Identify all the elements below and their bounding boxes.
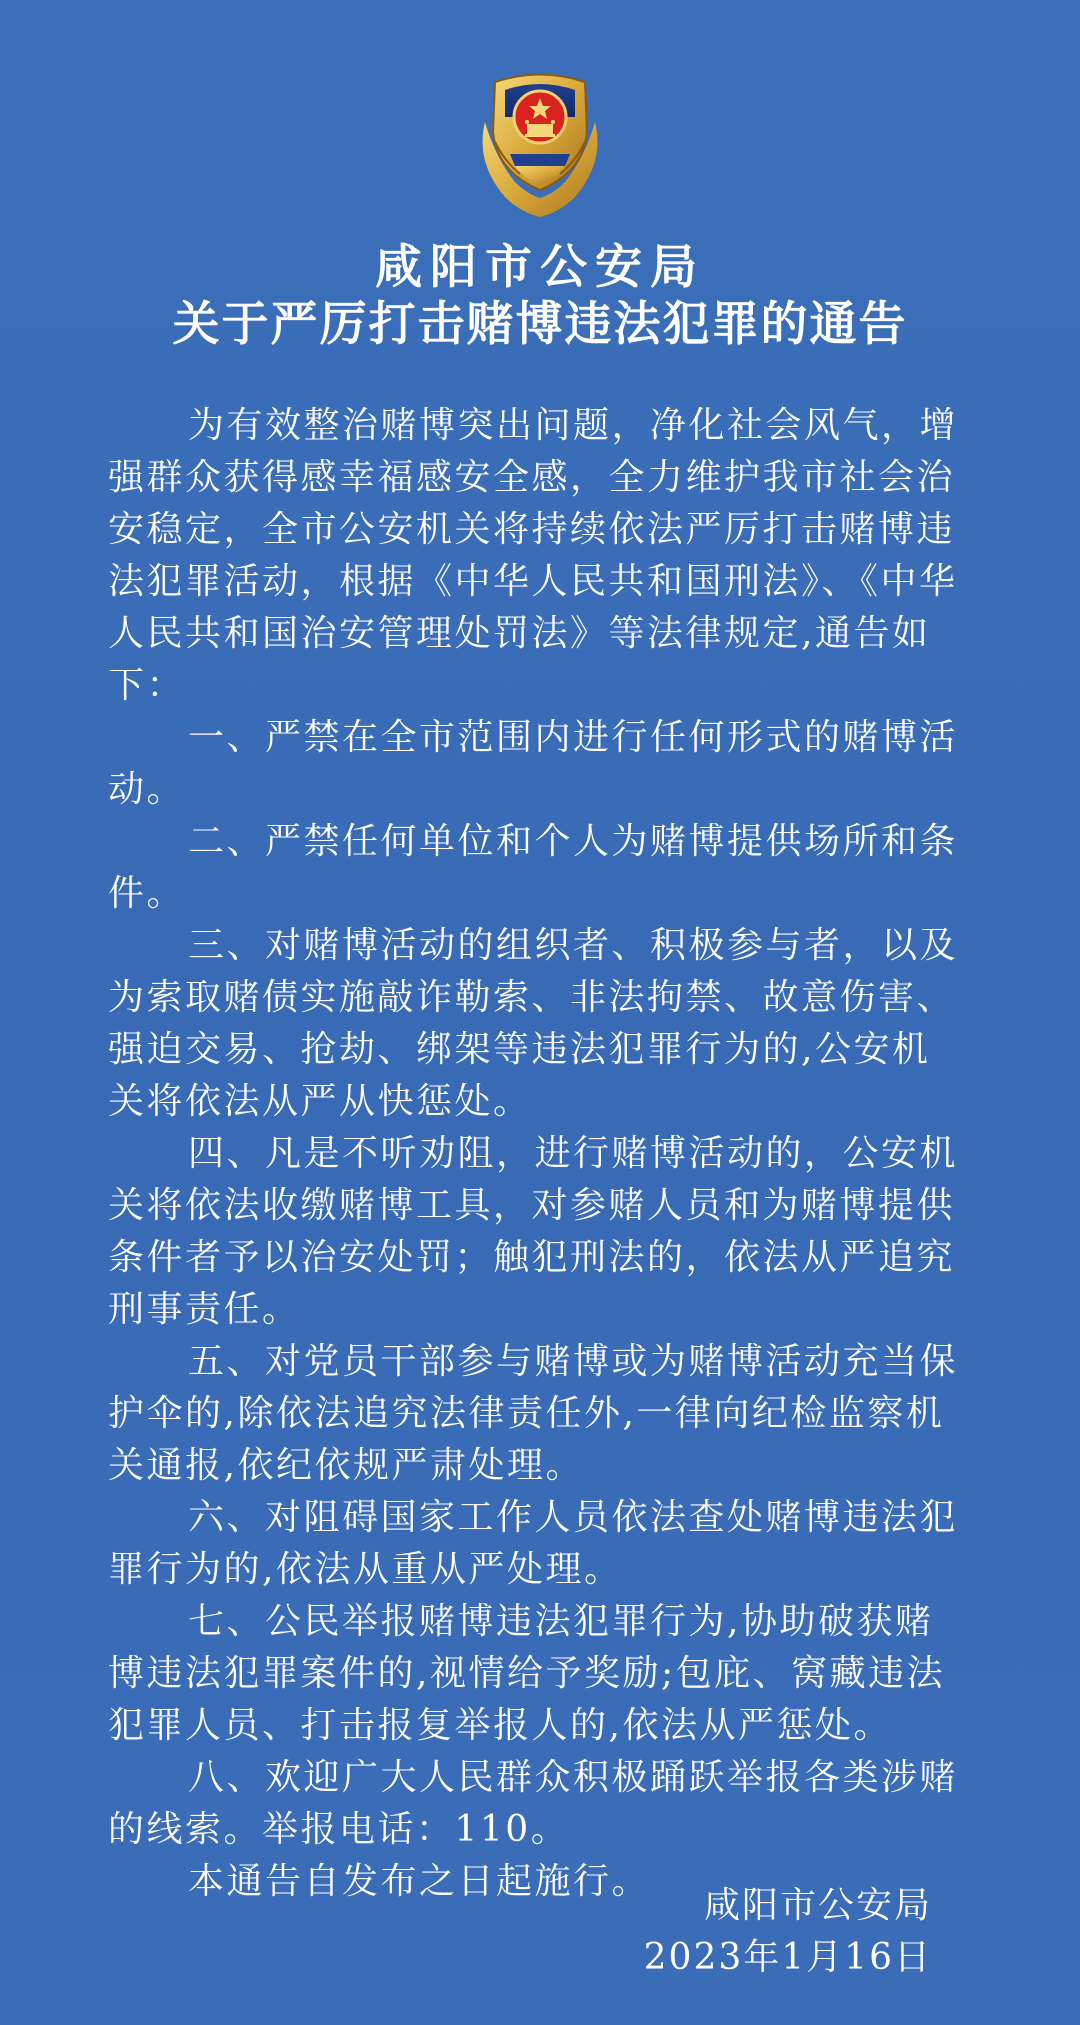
- effective-statement: 本通告自发布之日起施行。: [188, 1861, 651, 1902]
- clause-5: 五、对党员干部参与赌博或为赌博活动充当保护伞的,除依法追究法律责任外,一律向纪检监察机关通报,依纪依规严肃处理。: [108, 1341, 959, 1486]
- notice-title-issuer: 咸阳市公安局: [375, 240, 705, 295]
- signature-date: 2023年1月16日: [643, 1937, 932, 1978]
- clause-3: 三、对赌博活动的组织者、积极参与者，以及为索取赌债实施敲诈勒索、非法拘禁、故意伤害、强迫交易、抢劫、绑架等违法犯罪行为的,公安机关将依法从严从快惩处。: [108, 925, 959, 1122]
- clause-4: 四、凡是不听劝阻，进行赌博活动的，公安机关将依法收缴赌博工具，对参赌人员和为赌博提供条件者予以治安处罚；触犯刑法的，依法从严追究刑事责任。: [108, 1133, 959, 1330]
- intro-paragraph: 为有效整治赌博突出问题，净化社会风气，增强群众获得感幸福感安全感，全力维护我市社会治安稳定，全市公安机关将持续依法严厉打击赌博违法犯罪活动，根据《中华人民共和国刑法》、《中华人民共和国治安管理处罚法》等法律规定,通告如下：: [108, 405, 959, 706]
- police-emblem-icon: [465, 62, 615, 222]
- notice-title-subject: 关于严厉打击赌博违法犯罪的通告: [172, 297, 908, 352]
- clause-8: 八、欢迎广大人民群众积极踊跃举报各类涉赌的线索。举报电话：110。: [108, 1757, 959, 1850]
- clause-2: 二、严禁任何单位和个人为赌博提供场所和条件。: [108, 821, 959, 914]
- clause-1: 一、严禁在全市范围内进行任何形式的赌博活动。: [108, 717, 959, 810]
- notice-body: [108, 400, 964, 1908]
- clause-6: 六、对阻碍国家工作人员依法查处赌博违法犯罪行为的,依法从重从严处理。: [108, 1497, 959, 1590]
- signature-issuer: 咸阳市公安局: [703, 1885, 932, 1926]
- clause-7: 七、公民举报赌博违法犯罪行为,协助破获赌博违法犯罪案件的,视情给予奖励;包庇、窝藏违法犯罪人员、打击报复举报人的,依法从严惩处。: [108, 1601, 946, 1746]
